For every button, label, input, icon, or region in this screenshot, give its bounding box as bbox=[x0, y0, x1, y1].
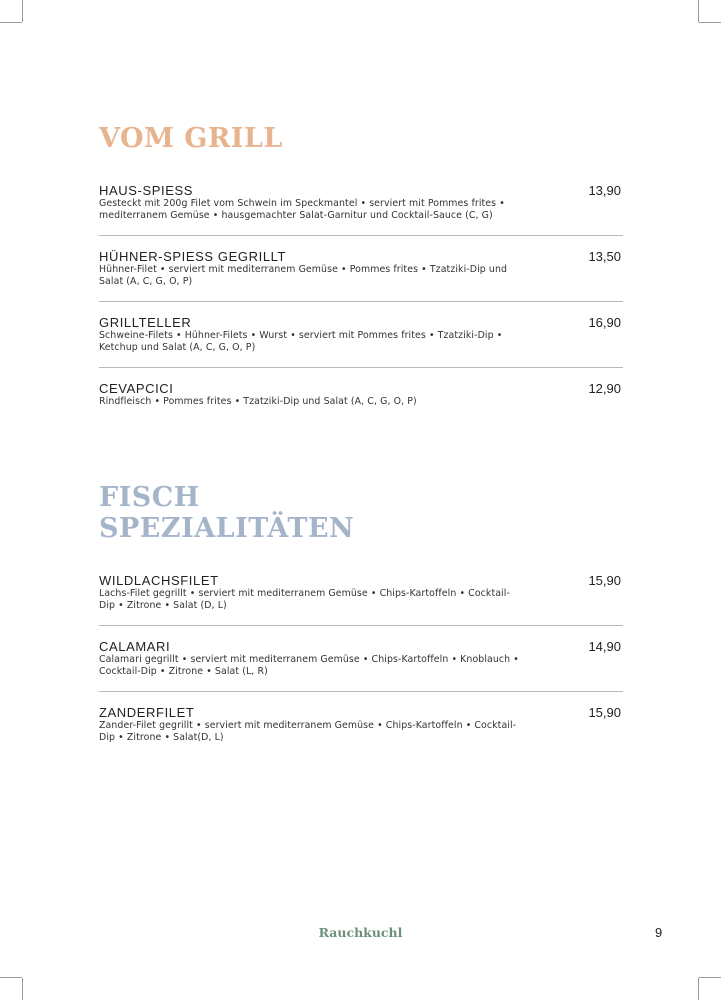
item-name: WILDLACHSFILET bbox=[99, 573, 219, 588]
item-price: 15,90 bbox=[588, 573, 621, 588]
item-description: Rindfleisch • Pommes frites • Tzatziki-Dip und Salat (A, C, G, O, P) bbox=[99, 396, 417, 407]
crop-mark-top-left-vertical bbox=[22, 0, 23, 22]
menu-item bbox=[99, 249, 623, 302]
menu-item bbox=[99, 639, 623, 692]
menu-item bbox=[99, 381, 623, 422]
item-name: CEVAPCICI bbox=[99, 381, 174, 396]
crop-mark-bottom-right-horizontal bbox=[699, 977, 721, 978]
item-name: HÜHNER-SPIESS GEGRILLT bbox=[99, 249, 287, 264]
item-description: Zander-Filet gegrillt • serviert mit mediterranem Gemüse • Chips-Kartoffeln • Cocktail-Dip • Zitrone • Salat(D, L) bbox=[99, 720, 517, 743]
section-title-vom-grill bbox=[99, 123, 283, 154]
section-title-fisch-spezialitaeten bbox=[99, 482, 354, 544]
section-title-line: SPEZIALITÄTEN bbox=[99, 513, 355, 544]
crop-mark-top-right-horizontal bbox=[699, 22, 721, 23]
item-description: Schweine-Filets • Hühner-Filets • Wurst • serviert mit Pommes frites • Tzatziki-Dip • Ketchup und Salat (A, C, G, O, P) bbox=[99, 330, 503, 353]
crop-mark-top-right-vertical bbox=[698, 0, 699, 22]
item-price: 12,90 bbox=[588, 381, 621, 396]
page-number: 9 bbox=[655, 925, 663, 940]
item-price: 15,90 bbox=[588, 705, 621, 720]
item-name: ZANDERFILET bbox=[99, 705, 195, 720]
menu-list-grill bbox=[99, 183, 623, 435]
menu-item bbox=[99, 573, 623, 626]
crop-mark-bottom-right-vertical bbox=[698, 978, 699, 1000]
crop-mark-bottom-left-horizontal bbox=[0, 977, 22, 978]
item-description: Lachs-Filet gegrillt • serviert mit mediterranem Gemüse • Chips-Kartoffeln • Cocktail-Dip • Zitrone • Salat (D, L) bbox=[99, 588, 510, 611]
section-title-line: VOM GRILL bbox=[99, 123, 283, 154]
crop-mark-bottom-left-vertical bbox=[22, 978, 23, 1000]
item-description: Calamari gegrillt • serviert mit mediterranem Gemüse • Chips-Kartoffeln • Knoblauch • Cocktail-Dip • Zitrone • Salat (L, R) bbox=[99, 654, 519, 677]
item-price: 16,90 bbox=[588, 315, 621, 330]
footer-brand-name: Rauchkuchl bbox=[318, 925, 403, 940]
item-price: 13,90 bbox=[588, 183, 621, 198]
item-price: 13,50 bbox=[588, 249, 621, 264]
section-title-line: FISCH bbox=[99, 482, 200, 513]
item-price: 14,90 bbox=[588, 639, 621, 654]
menu-list-fisch bbox=[99, 573, 623, 770]
menu-item bbox=[99, 315, 623, 368]
menu-item bbox=[99, 705, 623, 757]
item-name: CALAMARI bbox=[99, 639, 171, 654]
item-description: Gesteckt mit 200g Filet vom Schwein im Speckmantel • serviert mit Pommes frites • mediterranem Gemüse • hausgemachter Salat-Garnitur und Cocktail-Sauce (C, G) bbox=[99, 198, 505, 221]
item-description: Hühner-Filet • serviert mit mediterranem Gemüse • Pommes frites • Tzatziki-Dip und Salat (A, C, G, O, P) bbox=[99, 264, 508, 287]
item-name: HAUS-SPIESS bbox=[99, 183, 194, 198]
item-name: GRILLTELLER bbox=[99, 315, 192, 330]
menu-item bbox=[99, 183, 623, 236]
crop-mark-top-left-horizontal bbox=[0, 22, 22, 23]
